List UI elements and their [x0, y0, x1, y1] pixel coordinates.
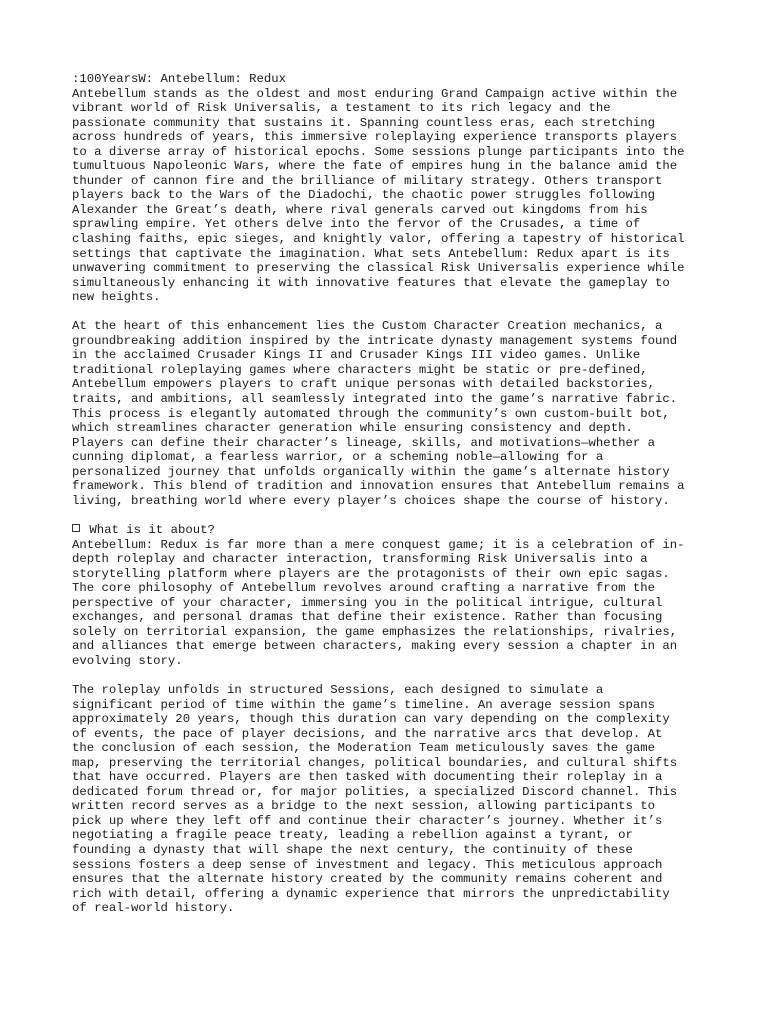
text-line: sprawling empire. Yet others delve into the fervor of the Crusades, a time of [72, 217, 641, 232]
text-line: The core philosophy of Antebellum revolves around crafting a narrative from the [72, 581, 655, 596]
text-line: across hundreds of years, this immersive roleplaying experience transports players [72, 130, 678, 145]
paragraph-spacer [72, 508, 702, 523]
text-line: cunning diplomat, a fearless warrior, or a scheming noble—allowing for a [72, 450, 604, 465]
text-line: that have occurred. Players are then tasked with documenting their roleplay in a [72, 770, 663, 785]
text-line: of events, the pace of player decisions, and the narrative arcs that develop. At [72, 726, 663, 741]
text-line: pick up where they left off and continue their character’s journey. Whether it’s [72, 813, 663, 828]
text-line: perspective of your character, immersing you in the political intrigue, cultural [72, 595, 663, 610]
text-line: vibrant world of Risk Universalis, a testament to its rich legacy and the [72, 101, 611, 116]
text-line: map, preserving the territorial changes, political boundaries, and cultural shifts [72, 755, 678, 770]
section-heading-text: What is it about? [89, 522, 215, 537]
text-line: the conclusion of each session, the Moderation Team meticulously saves the game [72, 741, 655, 756]
text-line: evolving story. [72, 653, 183, 668]
paragraph-spacer [72, 668, 702, 683]
text-line: passionate community that sustains it. Spanning countless eras, each stretching [72, 115, 655, 130]
text-line: Antebellum: Redux is far more than a mere conquest game; it is a celebration of in- [72, 537, 685, 552]
text-line: framework. This blend of tradition and innovation ensures that Antebellum remains a [72, 479, 685, 494]
text-line: Alexander the Great’s death, where rival generals carved out kingdoms from his [72, 202, 648, 217]
text-line: depth roleplay and character interaction, transforming Risk Universalis into a [72, 552, 648, 567]
document-page [72, 72, 702, 916]
text-line: significant period of time within the game’s timeline. An average session spans [72, 697, 655, 712]
text-line: living, breathing world where every player’s choices shape the course of history. [72, 493, 670, 508]
text-line: of real-world history. [72, 901, 235, 916]
text-line: which streamlines character generation while ensuring consistency and depth. [72, 421, 633, 436]
section-heading [72, 523, 702, 538]
text-line: simultaneously enhancing it with innovative features that elevate the gameplay to [72, 275, 670, 290]
text-line: At the heart of this enhancement lies the Custom Character Creation mechanics, a [72, 319, 663, 334]
text-line: This process is elegantly automated through the community’s own custom-built bot, [72, 406, 670, 421]
text-line: ensures that the alternate history created by the community remains coherent and [72, 872, 663, 887]
text-line: Antebellum empowers players to craft unique personas with detailed backstories, [72, 377, 655, 392]
text-line: in the acclaimed Crusader Kings II and Crusader Kings III video games. Unlike [72, 348, 641, 363]
paragraph-spacer [72, 305, 702, 320]
text-line: approximately 20 years, though this duration can vary depending on the complexity [72, 712, 670, 727]
text-line: to a diverse array of historical epochs. Some sessions plunge participants into the [72, 144, 685, 159]
text-line: and alliances that emerge between characters, making every session a chapter in an [72, 639, 678, 654]
text-line: dedicated forum thread or, for major polities, a specialized Discord channel. This [72, 784, 678, 799]
text-line: tumultuous Napoleonic Wars, where the fate of empires hung in the balance amid the [72, 159, 678, 174]
text-line: traits, and ambitions, all seamlessly integrated into the game’s narrative fabric. [72, 392, 678, 407]
text-line: sessions fosters a deep sense of investment and legacy. This meticulous approach [72, 857, 663, 872]
text-line: traditional roleplaying games where characters might be static or pre-defined, [72, 362, 648, 377]
text-line: storytelling platform where players are the protagonists of their own epic sagas. [72, 566, 670, 581]
text-line: personalized journey that unfolds organically within the game’s alternate history [72, 464, 670, 479]
text-line: players back to the Wars of the Diadochi, the chaotic power struggles following [72, 188, 655, 203]
text-line: solely on territorial expansion, the game emphasizes the relationships, rivalries, [72, 624, 678, 639]
text-line: new heights. [72, 290, 161, 305]
text-line: groundbreaking addition inspired by the intricate dynasty management systems found [72, 333, 678, 348]
text-line: settings that captivate the imagination. What sets Antebellum: Redux apart is its [72, 246, 670, 261]
text-line: Antebellum stands as the oldest and most enduring Grand Campaign active within the [72, 86, 678, 101]
document-title: :100YearsW: Antebellum: Redux [72, 72, 287, 86]
text-line: written record serves as a bridge to the next session, allowing participants to [72, 799, 655, 814]
text-line: founding a dynasty that will shape the next century, the continuity of these [72, 842, 633, 857]
text-line: clashing faiths, epic sieges, and knightly valor, offering a tapestry of historical [72, 232, 685, 247]
paragraph-about [72, 538, 702, 669]
text-line: rich with detail, offering a dynamic experience that mirrors the unpredictability [72, 886, 670, 901]
text-line: Players can define their character’s lineage, skills, and motivations—whether a [72, 435, 655, 450]
text-line: negotiating a fragile peace treaty, leading a rebellion against a tyrant, or [72, 828, 633, 843]
text-line: unwavering commitment to preserving the classical Risk Universalis experience while [72, 261, 685, 276]
paragraph-sessions [72, 683, 702, 916]
paragraph-character-creation [72, 319, 702, 508]
square-bullet-icon [72, 524, 80, 532]
paragraph-intro [72, 87, 702, 305]
text-line: exchanges, and personal dramas that define their existence. Rather than focusing [72, 610, 663, 625]
text-line: The roleplay unfolds in structured Sessions, each designed to simulate a [72, 682, 604, 697]
text-line: thunder of cannon fire and the brilliance of military strategy. Others transport [72, 173, 663, 188]
